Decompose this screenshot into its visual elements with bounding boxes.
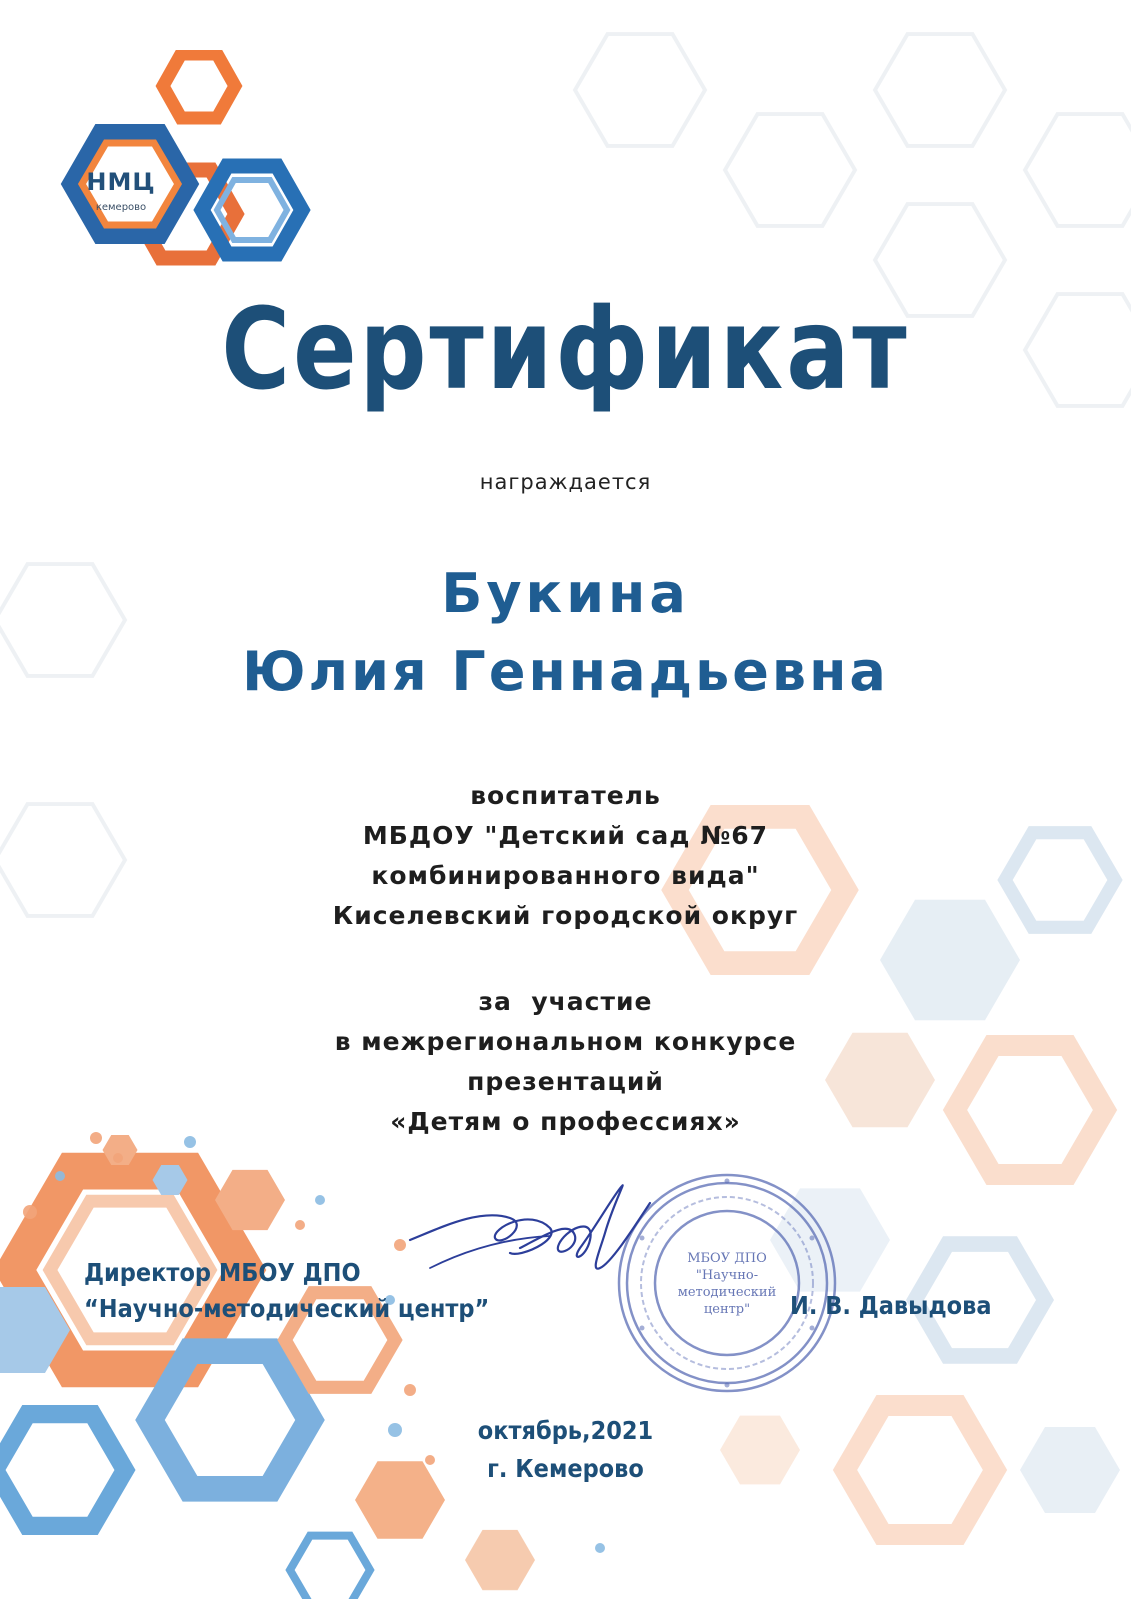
signatory-title	[84, 1255, 489, 1327]
reason-line-4: «Детям о профессиях»	[390, 1107, 741, 1136]
logo-text: НМЦ	[86, 168, 156, 196]
stamp-text: МБОУ ДПО "Научно- методический центр"	[677, 1251, 777, 1317]
issue-footer	[0, 1412, 1131, 1488]
signatory-title-line-2: “Научно-методический центр”	[84, 1294, 490, 1323]
recipient-surname: Букина	[441, 562, 690, 625]
reason-line-2: в межрегиональном конкурсе	[334, 1027, 797, 1056]
issue-city: г. Кемерово	[487, 1454, 644, 1483]
recipient-position	[0, 776, 1131, 936]
organization-line-1: МБДОУ "Детский сад №67	[362, 821, 769, 850]
reason-line-3: презентаций	[467, 1067, 664, 1096]
issue-date: октябрь,2021	[477, 1416, 654, 1445]
position-role: воспитатель	[470, 781, 661, 810]
organization-line-2: комбинированного вида"	[371, 861, 760, 890]
signatory-title-line-1: Директор МБОУ ДПО	[84, 1258, 361, 1287]
district: Киселевский городской округ	[332, 901, 799, 930]
reason-line-1: за участие	[478, 987, 653, 1016]
signatory-name: И. В. Давыдова	[790, 1291, 992, 1320]
award-reason	[0, 982, 1131, 1142]
awarded-label: награждается	[479, 470, 652, 494]
logo-city: кемерово	[95, 202, 147, 213]
nmc-logo	[40, 50, 320, 280]
recipient-given-names: Юлия Геннадьевна	[242, 640, 889, 703]
certificate-title: Сертификат	[221, 283, 910, 415]
